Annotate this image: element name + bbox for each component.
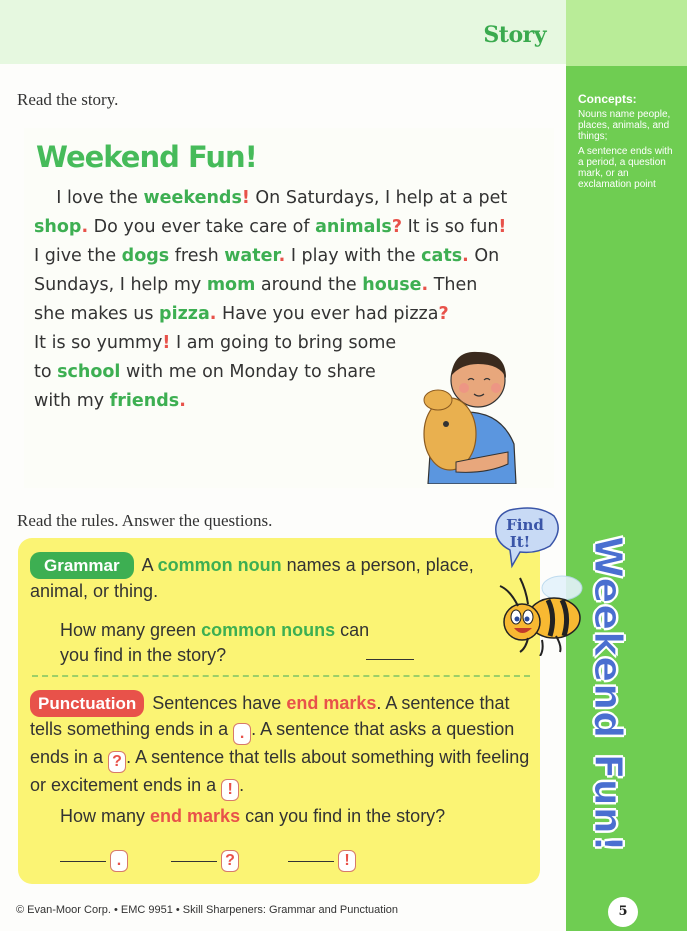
story-text-segment: On Saturdays, I help at a pet bbox=[249, 188, 508, 208]
question-count-blank[interactable] bbox=[171, 844, 217, 862]
story-text-segment: I give the bbox=[34, 246, 122, 266]
story-title: Weekend Fun! bbox=[36, 140, 257, 174]
punctuation-rule bbox=[30, 690, 535, 801]
end-mark: . bbox=[209, 304, 217, 324]
rules-instruction: Read the rules. Answer the questions. bbox=[17, 511, 273, 530]
header-band bbox=[0, 0, 566, 64]
story-text-segment: Have you ever had pizza bbox=[216, 304, 439, 324]
keyword-common-noun: common noun bbox=[157, 555, 282, 575]
end-mark: . bbox=[421, 275, 429, 295]
common-noun: friends bbox=[109, 391, 180, 411]
rule-text: . A sentence that tells about something with feeling or excitement ends in a bbox=[30, 747, 530, 795]
boy-with-puppy-illustration bbox=[416, 344, 522, 484]
story-text-segment: to bbox=[34, 362, 58, 382]
common-noun: cats bbox=[421, 246, 463, 266]
story-line bbox=[34, 213, 534, 242]
keyword-end-marks: end marks bbox=[286, 693, 377, 713]
rule-text: . A sentence that tells something ends in a bbox=[30, 693, 510, 739]
period-mark-icon: . bbox=[233, 723, 251, 745]
story-line bbox=[34, 242, 534, 271]
section-label: Story bbox=[483, 22, 546, 48]
story-text-segment: with me on Monday to share bbox=[120, 362, 376, 382]
common-noun: water bbox=[224, 246, 279, 266]
common-noun: shop bbox=[34, 217, 82, 237]
story-line bbox=[34, 300, 534, 329]
end-mark: . bbox=[278, 246, 286, 266]
concepts-panel bbox=[578, 92, 678, 194]
story-text-segment: Do you ever take care of bbox=[88, 217, 316, 237]
story-text-segment: It is so fun bbox=[402, 217, 499, 237]
common-noun: mom bbox=[206, 275, 256, 295]
story-text-segment: fresh bbox=[169, 246, 225, 266]
end-mark: . bbox=[179, 391, 186, 411]
story-text-segment: Sundays, I help my bbox=[34, 275, 207, 295]
story-text-segment: I play with the bbox=[285, 246, 422, 266]
story-text-segment: Then bbox=[428, 275, 478, 295]
common-noun: dogs bbox=[121, 246, 170, 266]
story-line bbox=[34, 271, 534, 300]
rule-text: Sentences have bbox=[152, 693, 287, 713]
svg-text:It!: It! bbox=[509, 533, 531, 551]
story-text-segment: It is so yummy bbox=[34, 333, 163, 353]
sidebar-top-band bbox=[566, 0, 687, 66]
grammar-pill: Grammar bbox=[30, 552, 134, 579]
question-text: How many bbox=[60, 806, 151, 826]
common-noun: weekends bbox=[143, 188, 242, 208]
punctuation-pill: Punctuation bbox=[30, 690, 144, 717]
keyword-common-nouns: common nouns bbox=[201, 620, 336, 640]
rules-panel bbox=[18, 538, 540, 884]
rule-text: . bbox=[239, 775, 245, 795]
exclamation-answer bbox=[288, 844, 356, 872]
end-mark: ? bbox=[391, 217, 402, 237]
story-instruction: Read the story. bbox=[17, 90, 119, 109]
page-number: 5 bbox=[608, 897, 638, 927]
story-text-segment: she makes us bbox=[34, 304, 160, 324]
end-mark: ? bbox=[438, 304, 449, 324]
concepts-title: Concepts: bbox=[578, 92, 637, 106]
grammar-question bbox=[60, 618, 380, 668]
sidebar bbox=[566, 66, 687, 931]
vertical-title: Weekend Fun! bbox=[586, 536, 630, 854]
story-text-segment: I love the bbox=[34, 188, 144, 208]
rule-text: names a person, place, animal, or thing. bbox=[30, 555, 474, 601]
dashed-divider bbox=[32, 675, 530, 677]
question-mark-icon: ? bbox=[108, 751, 126, 773]
period-answer bbox=[60, 844, 128, 872]
end-mark: . bbox=[81, 217, 89, 237]
exclamation-count-blank[interactable] bbox=[288, 844, 334, 862]
end-mark: ! bbox=[498, 217, 507, 237]
grammar-rule bbox=[30, 552, 500, 604]
common-noun: school bbox=[57, 362, 121, 382]
question-text: can you find in the story? bbox=[60, 620, 370, 665]
end-mark: ! bbox=[162, 333, 171, 353]
punctuation-question bbox=[60, 806, 445, 827]
rule-text: . A sentence that asks a question ends in a bbox=[30, 719, 515, 767]
common-nouns-answer-blank[interactable] bbox=[366, 642, 414, 660]
end-mark: . bbox=[462, 246, 469, 266]
rule-text: A bbox=[141, 555, 158, 575]
exclamation-mark-icon: ! bbox=[338, 850, 356, 872]
question-text: can you find in the story? bbox=[240, 806, 446, 826]
question-text: How many green bbox=[60, 620, 202, 640]
concept-item: A sentence ends with a period, a question mark, or an exclamation point bbox=[578, 146, 673, 190]
story-text-segment: around the bbox=[255, 275, 363, 295]
common-noun: animals bbox=[315, 217, 392, 237]
end-mark: ! bbox=[241, 188, 250, 208]
keyword-end-marks: end marks bbox=[150, 806, 241, 826]
story-line bbox=[34, 184, 534, 213]
common-noun: pizza bbox=[159, 304, 210, 324]
question-answer bbox=[171, 844, 239, 872]
concept-item: Nouns name people, places, animals, and things; bbox=[578, 109, 671, 142]
question-mark-icon: ? bbox=[221, 850, 239, 872]
period-count-blank[interactable] bbox=[60, 844, 106, 862]
exclamation-mark-icon: ! bbox=[221, 779, 239, 801]
story-text-segment: I am going to bring some bbox=[170, 333, 397, 353]
bee-find-it-icon bbox=[490, 506, 590, 656]
period-mark-icon: . bbox=[110, 850, 128, 872]
svg-text:Find: Find bbox=[506, 516, 544, 534]
story-text-segment: On bbox=[468, 246, 500, 266]
story-text-segment: with my bbox=[34, 391, 110, 411]
footer-copyright: © Evan-Moor Corp. • EMC 9951 • Skill Sharpeners: Grammar and Punctuation bbox=[16, 904, 399, 916]
common-noun: house bbox=[362, 275, 422, 295]
